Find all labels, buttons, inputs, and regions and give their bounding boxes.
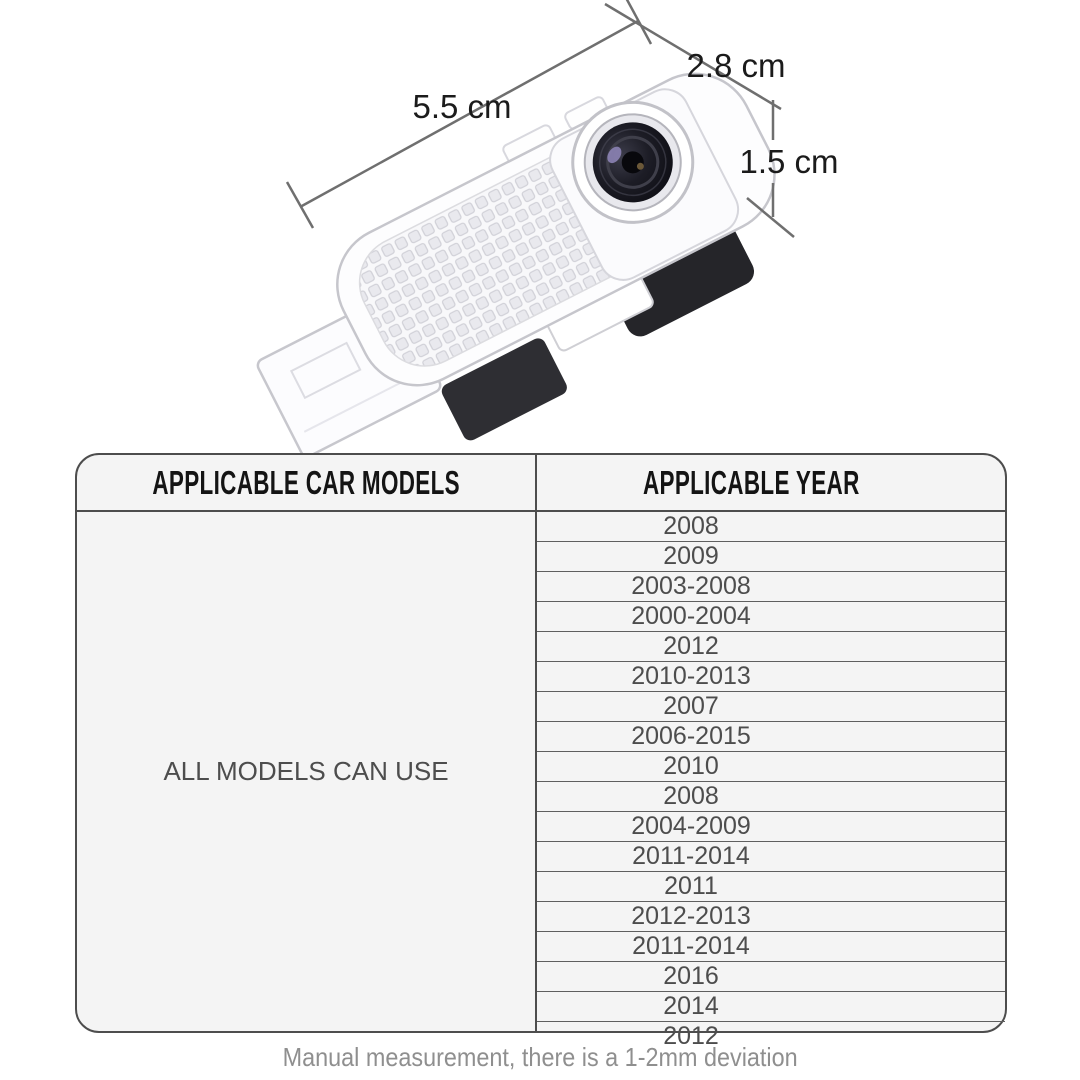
year-row: 2012 [537,631,1005,661]
header-year [535,455,1005,510]
year-row: 2000-2004 [537,601,1005,631]
table-body [77,512,1005,1050]
year-row: 2010 [537,751,1005,781]
year-row: 2011 [537,871,1005,901]
years-column [535,512,1005,1050]
year-row: 2014 [537,991,1005,1021]
year-row: 2008 [537,781,1005,811]
year-row: 2010-2013 [537,661,1005,691]
year-row: 2011-2014 [537,841,1005,871]
year-row: 2011-2014 [537,931,1005,961]
width-dimension-label: 2.8 cm [686,47,786,84]
header-car-models [77,455,535,510]
footer-note-label: Manual measurement, there is a 1-2mm deviation [282,1042,798,1072]
year-row: 2016 [537,961,1005,991]
year-row: 2012-2013 [537,901,1005,931]
year-row: 2003-2008 [537,571,1005,601]
year-row: 2006-2015 [537,721,1005,751]
height-dimension-label: 1.5 cm [739,143,839,180]
models-cell [77,512,535,1031]
header-year-label: APPLICABLE YEAR [642,463,860,501]
dim-tick [287,182,313,228]
year-row: 2009 [537,541,1005,571]
footer-note [0,1040,1080,1074]
product-image [219,39,826,512]
dim-tick [625,0,651,44]
year-row: 2004-2009 [537,811,1005,841]
product-illustration [0,0,1080,452]
models-cell-label: ALL MODELS CAN USE [163,756,449,786]
year-row: 2007 [537,691,1005,721]
header-car-models-label: APPLICABLE CAR MODELS [152,463,460,501]
year-row: 2008 [663,512,719,540]
length-dimension-label: 5.5 cm [412,88,512,125]
year-row: 2012 [537,1021,1005,1051]
compatibility-table [75,453,1007,1050]
table-header-row [77,455,1005,512]
